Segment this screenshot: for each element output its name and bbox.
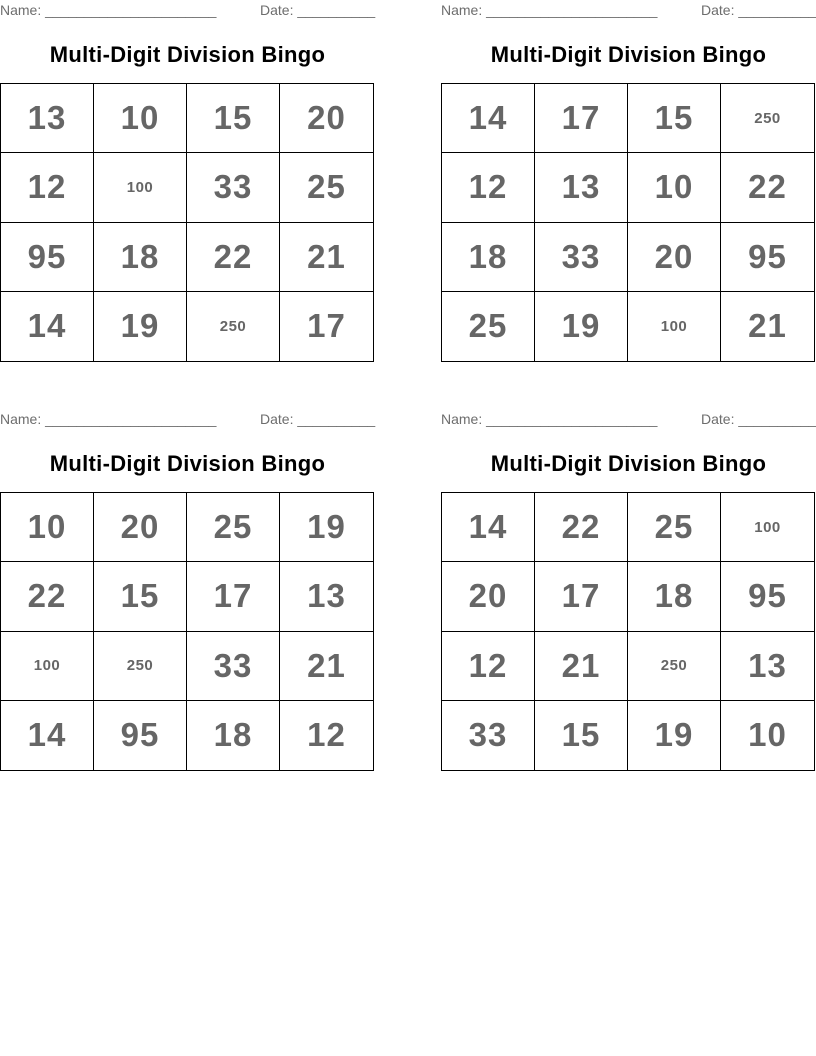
bingo-cell: 15 bbox=[187, 84, 280, 153]
bingo-cell: 21 bbox=[535, 632, 628, 701]
bingo-grid bbox=[441, 492, 815, 771]
bingo-cell: 12 bbox=[442, 632, 535, 701]
bingo-cell: 17 bbox=[535, 562, 628, 631]
bingo-cell: 17 bbox=[535, 84, 628, 153]
bingo-cell: 14 bbox=[442, 84, 535, 153]
bingo-cell: 21 bbox=[280, 223, 373, 292]
date-field: Date: __________ bbox=[260, 411, 376, 427]
bingo-cell: 15 bbox=[628, 84, 721, 153]
bingo-cell: 12 bbox=[1, 153, 94, 222]
name-date-line bbox=[0, 2, 375, 20]
bingo-cell: 10 bbox=[628, 153, 721, 222]
name-date-line bbox=[441, 2, 816, 20]
bingo-cell: 250 bbox=[721, 84, 814, 153]
bingo-cell: 250 bbox=[187, 292, 280, 361]
card-title: Multi-Digit Division Bingo bbox=[490, 42, 767, 67]
bingo-cell: 22 bbox=[187, 223, 280, 292]
bingo-cell: 15 bbox=[535, 701, 628, 770]
bingo-cell: 25 bbox=[187, 493, 280, 562]
bingo-cell: 100 bbox=[1, 632, 94, 701]
bingo-cell: 12 bbox=[307, 716, 346, 754]
date-field: Date: __________ bbox=[260, 2, 376, 18]
bingo-cell: 20 bbox=[94, 493, 187, 562]
bingo-cell: 12 bbox=[442, 153, 535, 222]
bingo-grid bbox=[441, 83, 815, 362]
date-field: Date: __________ bbox=[701, 411, 816, 427]
bingo-grid bbox=[0, 492, 374, 771]
bingo-cell: 20 bbox=[280, 84, 373, 153]
date-field: Date: __________ bbox=[701, 2, 816, 18]
bingo-cell: 19 bbox=[628, 701, 721, 770]
bingo-cell: 17 bbox=[187, 562, 280, 631]
bingo-cell: 18 bbox=[628, 562, 721, 631]
card-title: Multi-Digit Division Bingo bbox=[49, 42, 326, 67]
name-field: Name: ______________________ bbox=[441, 2, 658, 18]
name-date-line bbox=[0, 411, 375, 429]
bingo-cell: 25 bbox=[628, 493, 721, 562]
bingo-cell: 13 bbox=[721, 632, 814, 701]
bingo-cell: 95 bbox=[721, 223, 814, 292]
name-field: Name: ______________________ bbox=[0, 411, 217, 427]
bingo-cell: 14 bbox=[442, 493, 535, 562]
bingo-cell: 13 bbox=[280, 562, 373, 631]
bingo-cell: 13 bbox=[535, 153, 628, 222]
bingo-cell: 33 bbox=[187, 632, 280, 701]
bingo-cell: 25 bbox=[280, 153, 373, 222]
bingo-cell: 33 bbox=[535, 223, 628, 292]
bingo-cell: 18 bbox=[94, 223, 187, 292]
name-date-line bbox=[441, 411, 816, 429]
bingo-cell: 250 bbox=[94, 632, 187, 701]
bingo-cell: 95 bbox=[94, 701, 187, 770]
bingo-cell: 19 bbox=[535, 292, 628, 361]
bingo-cell: 100 bbox=[721, 493, 814, 562]
bingo-cell: 22 bbox=[535, 493, 628, 562]
bingo-cell: 21 bbox=[280, 632, 373, 701]
bingo-cell: 22 bbox=[1, 562, 94, 631]
card-title: Multi-Digit Division Bingo bbox=[490, 451, 767, 476]
bingo-cell: 20 bbox=[442, 562, 535, 631]
bingo-cell: 15 bbox=[94, 562, 187, 631]
bingo-cell: 95 bbox=[721, 562, 814, 631]
name-field: Name: ______________________ bbox=[0, 2, 217, 18]
bingo-grid bbox=[0, 83, 374, 362]
name-field: Name: ______________________ bbox=[441, 411, 658, 427]
bingo-cell: 100 bbox=[94, 153, 187, 222]
bingo-cell: 22 bbox=[721, 153, 814, 222]
bingo-cell: 19 bbox=[94, 292, 187, 361]
bingo-cell: 21 bbox=[748, 307, 787, 345]
bingo-cell: 13 bbox=[1, 84, 94, 153]
bingo-cell: 250 bbox=[628, 632, 721, 701]
bingo-cell: 10 bbox=[748, 716, 787, 754]
bingo-cell: 33 bbox=[187, 153, 280, 222]
card-title: Multi-Digit Division Bingo bbox=[49, 451, 326, 476]
bingo-cell: 14 bbox=[1, 701, 94, 770]
bingo-cell: 100 bbox=[628, 292, 721, 361]
bingo-cell: 10 bbox=[94, 84, 187, 153]
bingo-cell: 20 bbox=[628, 223, 721, 292]
bingo-cell: 95 bbox=[1, 223, 94, 292]
bingo-cell: 10 bbox=[1, 493, 94, 562]
bingo-cell: 17 bbox=[307, 307, 346, 345]
bingo-cell: 33 bbox=[442, 701, 535, 770]
bingo-cell: 25 bbox=[442, 292, 535, 361]
bingo-cell: 19 bbox=[280, 493, 373, 562]
bingo-cell: 18 bbox=[187, 701, 280, 770]
bingo-cell: 14 bbox=[1, 292, 94, 361]
bingo-cell: 18 bbox=[442, 223, 535, 292]
